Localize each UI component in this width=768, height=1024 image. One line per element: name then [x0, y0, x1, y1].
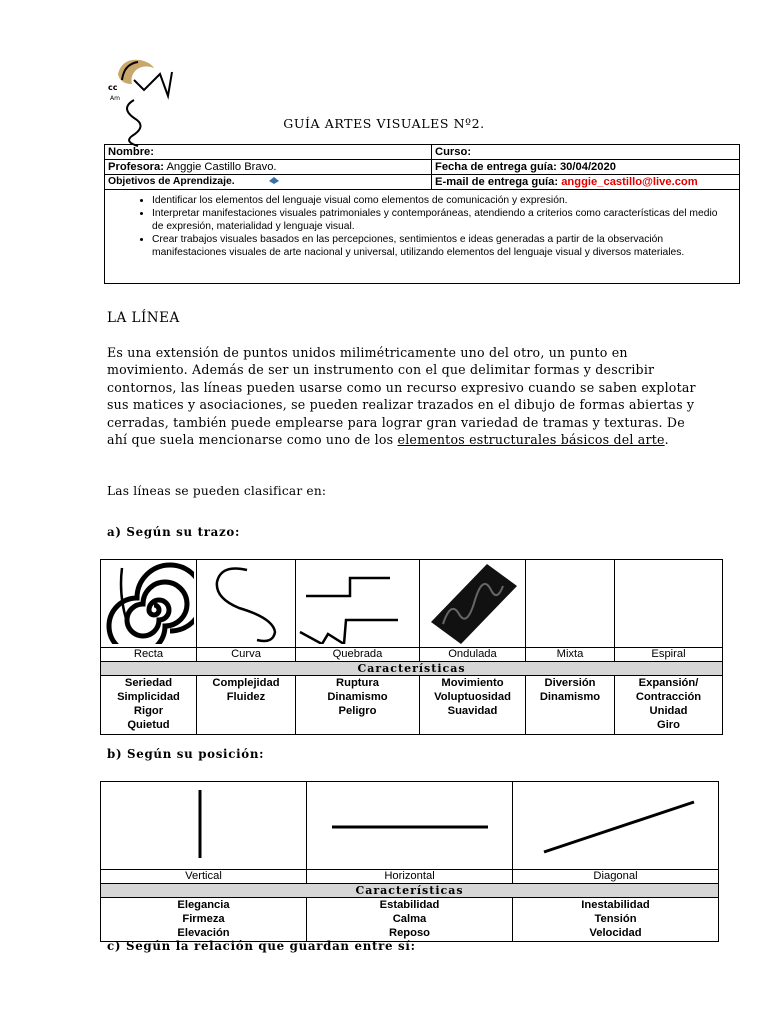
trait: Voluptuosidad [434, 691, 511, 703]
vertical-image-cell [101, 782, 307, 870]
subheading-posicion: b) Según su posición: [107, 747, 265, 761]
trait: Unidad [649, 705, 688, 717]
trait: Peligro [338, 705, 377, 717]
trait: Calma [392, 913, 427, 925]
trait: Elevación [177, 927, 230, 939]
profesora-label: Profesora: [108, 161, 164, 173]
pos-traits [513, 898, 719, 942]
trazo-name-recta: Recta [101, 648, 197, 662]
intro-link: elementos estructurales básicos del arte [397, 432, 665, 448]
trait: Movimiento [441, 677, 504, 689]
vertical-line-drawing [104, 782, 304, 866]
objective-item: • Identificar los elementos del lenguaje visual como elementos de comunicación y expresión. [152, 194, 739, 207]
trait: Expansión/ [638, 677, 699, 689]
characteristics-band: Características [101, 884, 719, 898]
student-info-table [104, 144, 740, 190]
trait: Dinamismo [539, 691, 601, 703]
trait: Fluidez [226, 691, 266, 703]
characteristics-band: Características [101, 662, 723, 676]
trait: Contracción [635, 691, 702, 703]
objectives-box [104, 189, 740, 284]
trait: Elegancia [177, 899, 230, 911]
diagonal-image-cell [513, 782, 719, 870]
wavy-line-drawing [423, 560, 523, 644]
pos-name-vertical: Vertical [101, 870, 307, 884]
trait: Giro [657, 719, 680, 731]
intro-text: Es una extensión de puntos unidos milimétricamente uno del otro, un punto en movimiento. Además de ser un instrumento con el que delimitar formas y describir contornos, las líneas pueden usarse como un recurso expresivo cuando se saben explotar sus matices y asociaciones, se pueden realizar trazados en el dibujo de formas abiertas y cerradas, también puede emplearse para lograr gran variedad de tramas y texturas. De ahí que suela mencionarse como uno de los [107, 345, 696, 448]
trazo-name-espiral: Espiral [615, 648, 723, 662]
trait: Ruptura [336, 677, 379, 689]
curso-label: Curso: [435, 146, 472, 158]
mixta-image-cell [526, 560, 615, 648]
trazo-traits [296, 676, 420, 735]
horizontal-image-cell [307, 782, 513, 870]
trait: Suavidad [447, 705, 498, 717]
trait: Reposo [388, 927, 431, 939]
objective-item: • Interpretar manifestaciones visuales patrimoniales y contemporáneas, atendiendo a criterios como características del medio de expresión, materialidad y lenguaje visual. [152, 207, 739, 233]
classify-text: Las líneas se pueden clasificar en: [107, 484, 327, 498]
trait: Seriedad [124, 677, 173, 689]
email-label: E-mail de entrega guía: [435, 176, 562, 188]
trait: Tensión [594, 913, 637, 925]
horizontal-line-drawing [310, 782, 510, 866]
trazo-traits [526, 676, 615, 735]
trait: Simplicidad [117, 691, 180, 703]
intro-end: . [664, 432, 669, 448]
profesora-cell [105, 160, 432, 175]
posicion-table [100, 781, 719, 942]
profesora-value: Anggie Castillo Bravo. [163, 161, 277, 173]
pos-traits [101, 898, 307, 942]
ondulada-image-cell [420, 560, 526, 648]
trazo-name-quebrada: Quebrada [296, 648, 420, 662]
objetivos-cell [105, 175, 432, 190]
intro-paragraph [107, 344, 707, 448]
pos-name-horizontal: Horizontal [307, 870, 513, 884]
curso-cell[interactable] [432, 145, 740, 160]
trait: Diversión [544, 677, 596, 689]
pos-traits [307, 898, 513, 942]
subheading-trazo: a) Según su trazo: [107, 525, 241, 539]
fecha-cell [432, 160, 740, 175]
subheading-relacion: c) Según la relación que guardan entre sí: [107, 939, 416, 953]
nombre-label: Nombre: [108, 146, 154, 158]
broken-line-drawing [298, 560, 418, 644]
email-link[interactable]: anggie_castillo@live.com [561, 176, 698, 188]
trait: Quietud [127, 719, 170, 731]
espiral-image-cell [615, 560, 723, 648]
trazo-name-mixta: Mixta [526, 648, 615, 662]
pos-name-diagonal: Diagonal [513, 870, 719, 884]
trait: Complejidad [212, 677, 280, 689]
trazo-traits [101, 676, 197, 735]
svg-text:Am: Am [110, 95, 120, 102]
trait: Velocidad [589, 927, 642, 939]
spiral-drawing [104, 560, 194, 644]
pencil-icon [268, 177, 280, 185]
nombre-cell[interactable] [105, 145, 432, 160]
trazo-traits [615, 676, 723, 735]
trazo-traits [197, 676, 296, 735]
diagonal-line-drawing [516, 782, 716, 866]
recta-image-cell [101, 560, 197, 648]
objectives-list [105, 194, 739, 259]
objetivos-label: Objetivos de Aprendizaje. [108, 176, 235, 187]
fecha-label: Fecha de entrega guía: 30/04/2020 [435, 161, 616, 173]
document-title: GUÍA ARTES VISUALES Nº2. [283, 116, 485, 131]
trait: Inestabilidad [581, 899, 650, 911]
curve-drawing [201, 560, 291, 644]
trazo-name-curva: Curva [197, 648, 296, 662]
email-cell [432, 175, 740, 190]
school-logo [104, 56, 184, 148]
trazo-name-ondulada: Ondulada [420, 648, 526, 662]
trait: Firmeza [182, 913, 225, 925]
trazo-table [100, 559, 723, 735]
curva-image-cell [197, 560, 296, 648]
trait: Dinamismo [327, 691, 388, 703]
trait: Rigor [133, 705, 164, 717]
quebrada-image-cell [296, 560, 420, 648]
svg-text:cc: cc [108, 83, 118, 92]
objective-item: • Crear trabajos visuales basados en las percepciones, sentimientos e ideas generadas a partir de la observación manifestaciones visuales de arte nacional y universal, utilizando elementos del lenguaje visual y diversos materiales. [152, 233, 739, 259]
section-title: LA LÍNEA [107, 310, 180, 326]
trazo-traits [420, 676, 526, 735]
trait: Estabilidad [379, 899, 440, 911]
